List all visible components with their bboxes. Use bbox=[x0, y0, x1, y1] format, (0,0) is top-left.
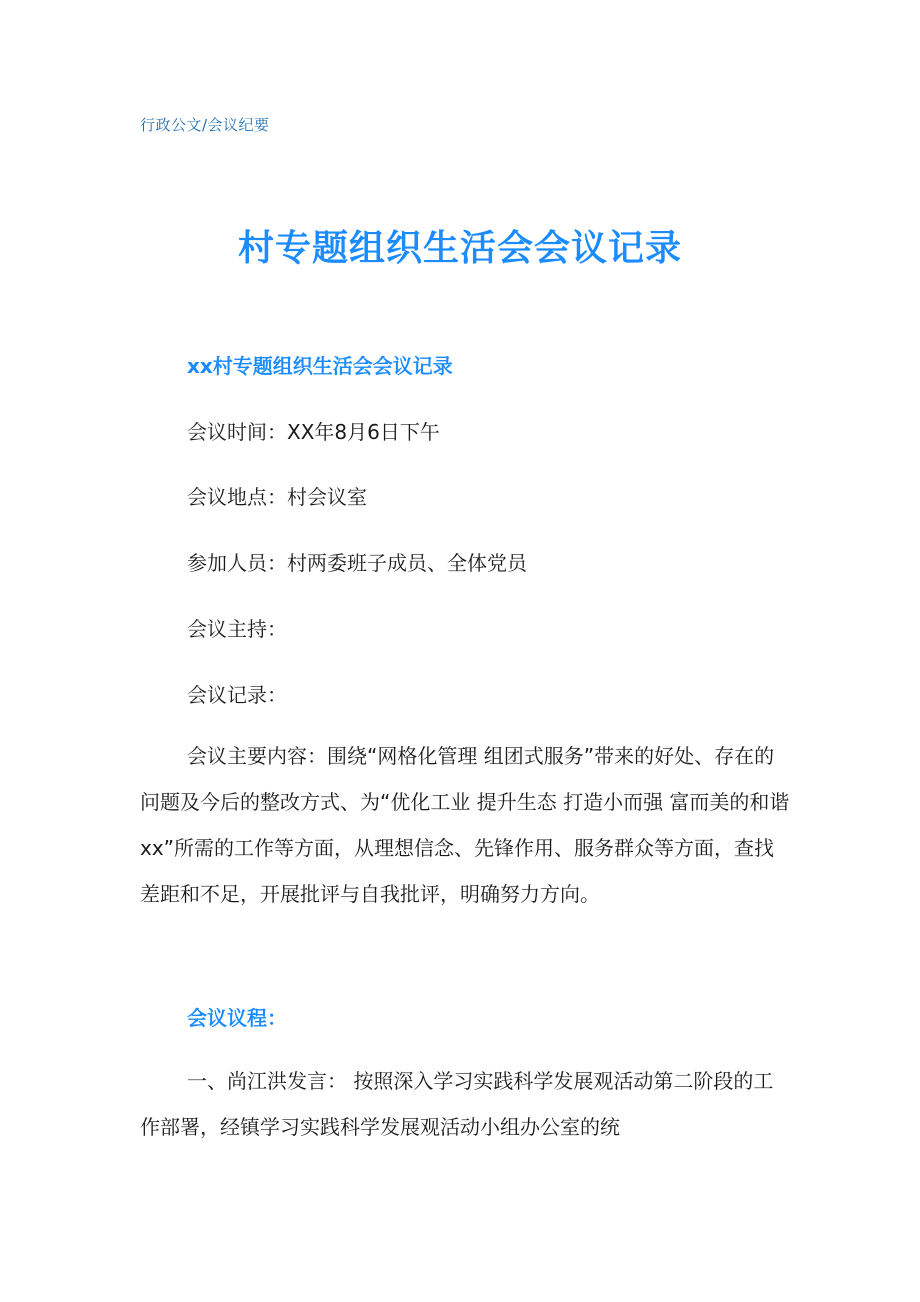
meeting-recorder: 会议记录： bbox=[187, 683, 287, 707]
meeting-host: 会议主持： bbox=[187, 617, 287, 641]
meeting-location: 会议地点：村会议室 bbox=[187, 485, 367, 509]
main-content-paragraph: 会议主要内容：围绕“网格化管理 组团式服务”带来的好处、存在的问题及今后的整改方式、为“优化工业 提升生态 打造小而强 富而美的和谐xx”所需的工作等方面，从理想信念、先锋作用、服务群众等方面，查找差距和不足，开展批评与自我批评，明确努力方向。 bbox=[140, 744, 790, 906]
agenda-item-paragraph: 一、尚江洪发言： 按照深入学习实践科学发展观活动第二阶段的工作部署，经镇学习实践科学发展观活动小组办公室的统 bbox=[140, 1069, 774, 1139]
agenda-heading: 会议议程： bbox=[187, 1006, 287, 1030]
document-title: 村专题组织生活会会议记录 bbox=[237, 228, 682, 269]
meeting-participants: 参加人员：村两委班子成员、全体党员 bbox=[187, 551, 527, 575]
document-subtitle: xx村专题组织生活会会议记录 bbox=[187, 354, 453, 378]
meeting-time: 会议时间：XX年8月6日下午 bbox=[187, 420, 440, 444]
breadcrumb[interactable]: 行政公文/会议纪要 bbox=[140, 116, 270, 134]
